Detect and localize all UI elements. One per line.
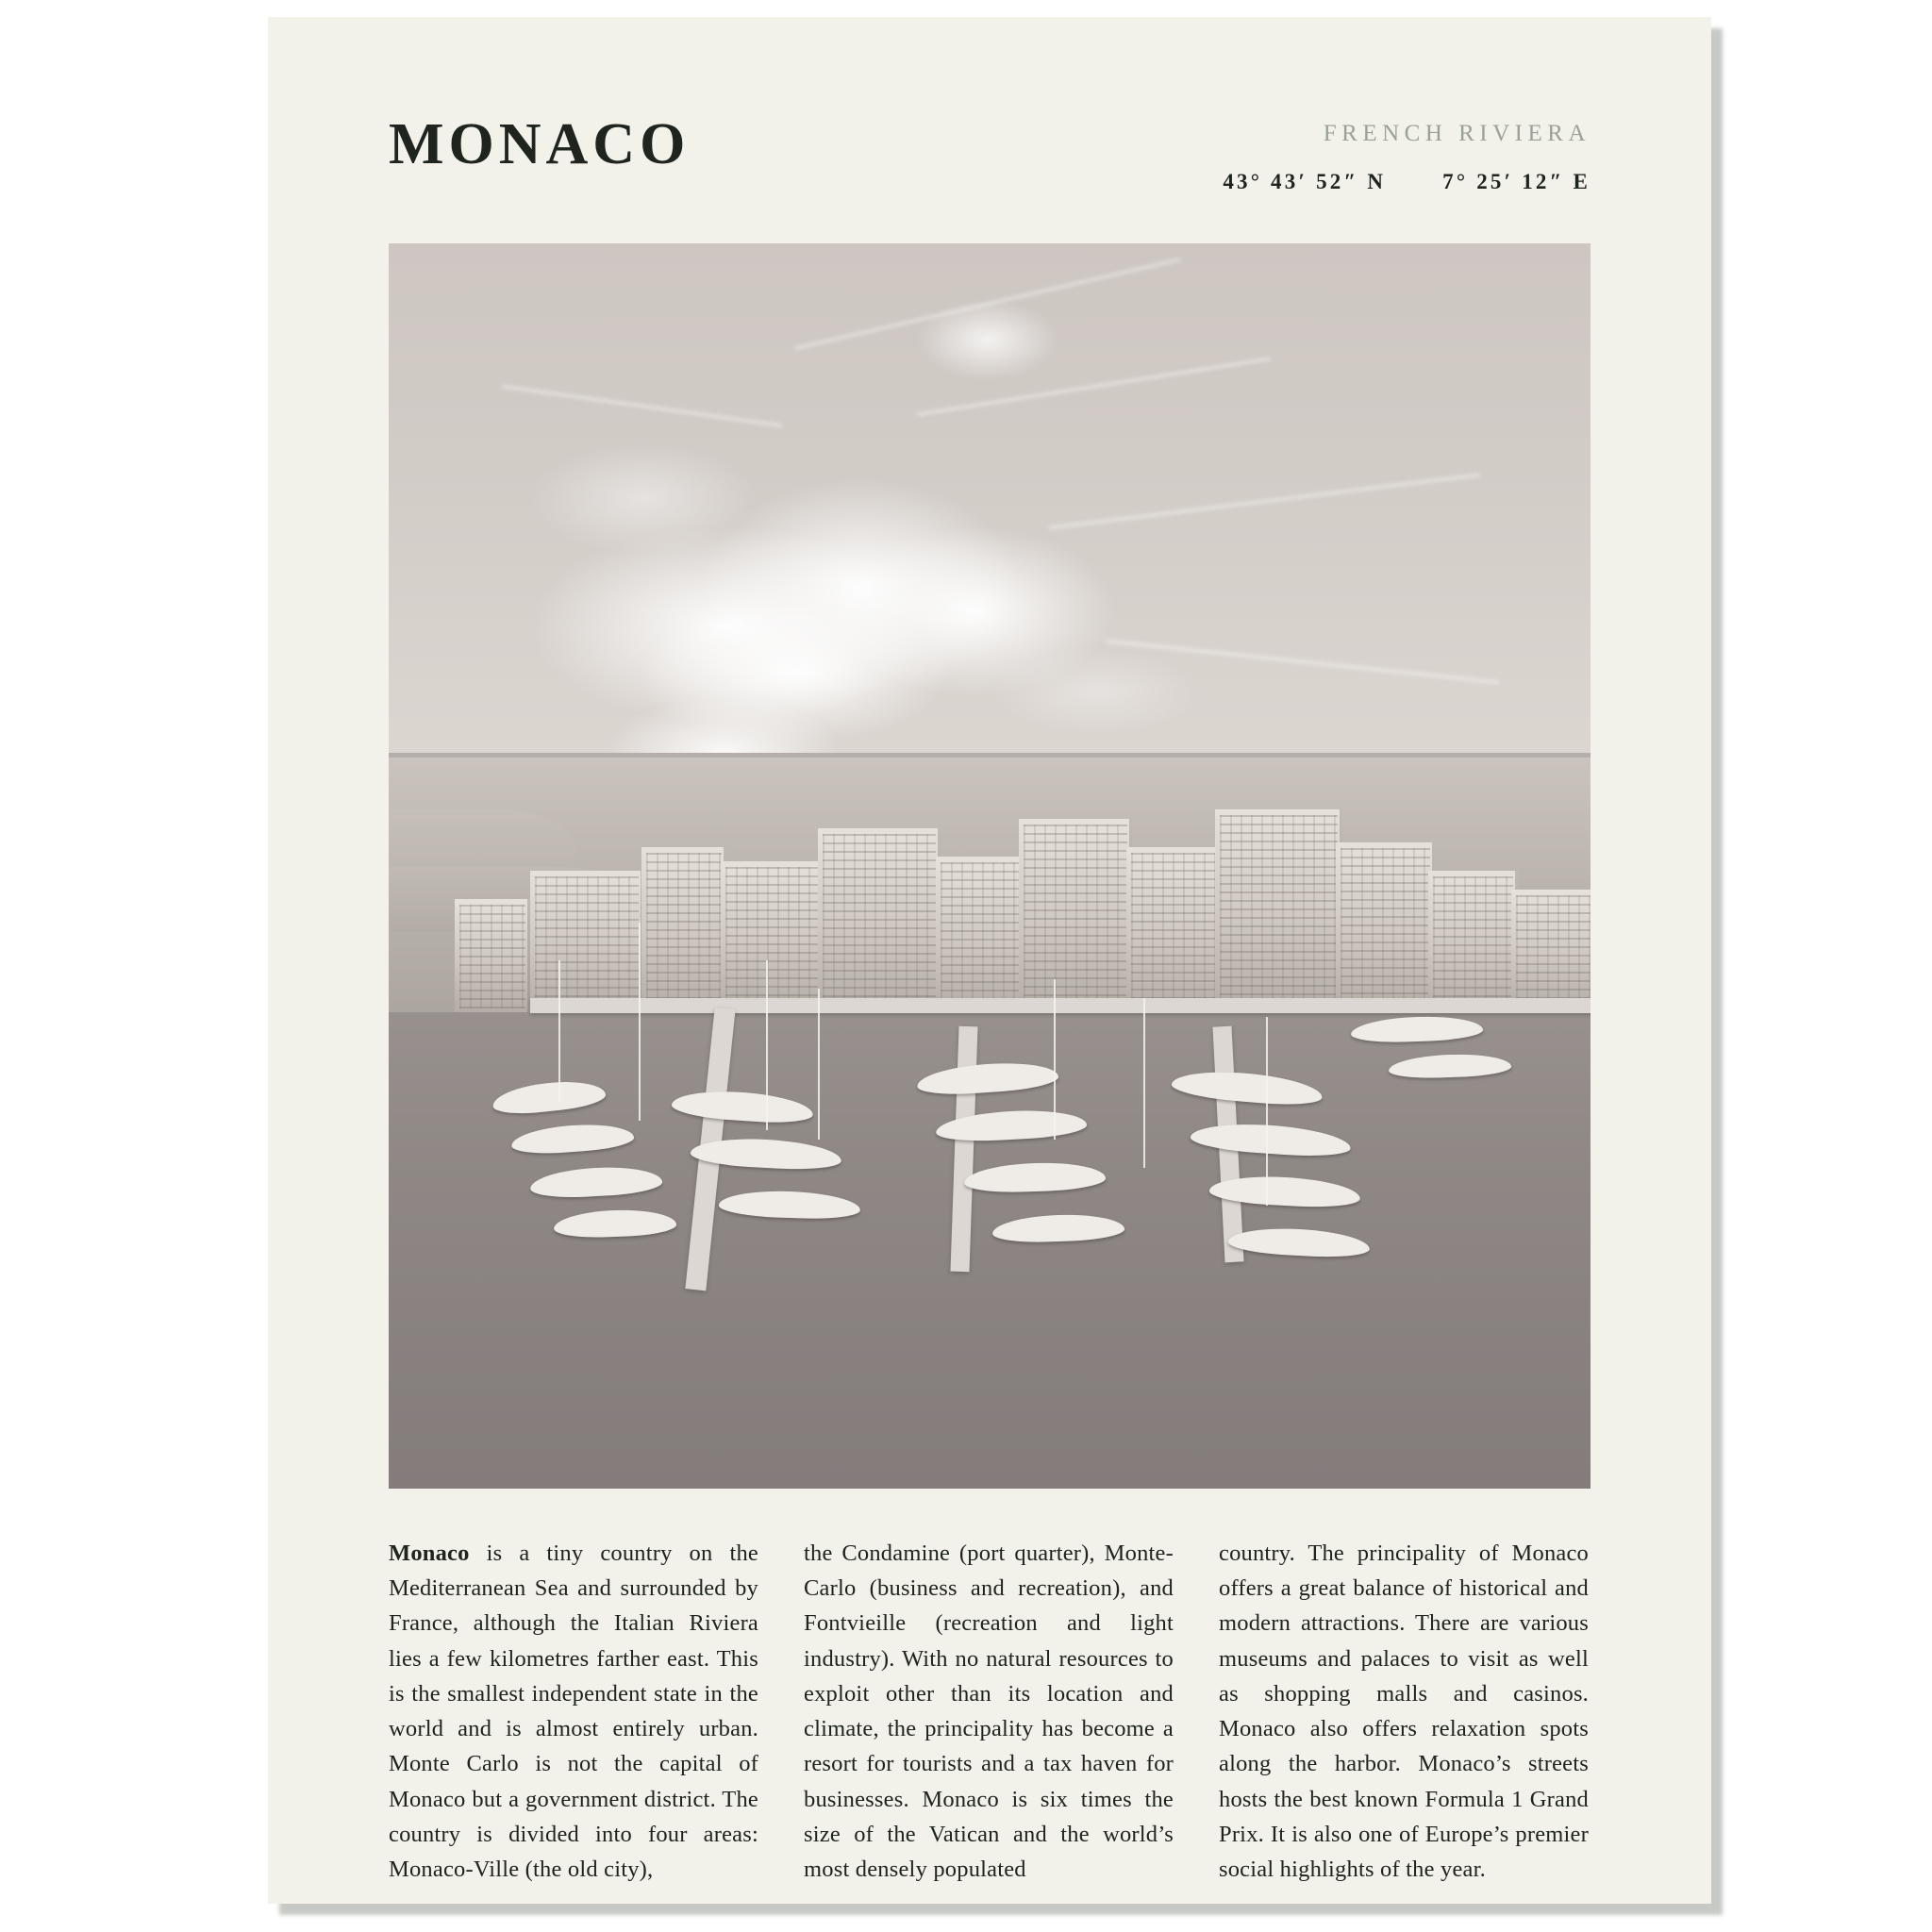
photo-cityscape (389, 758, 1591, 1012)
sailboat-mast (639, 923, 641, 1121)
cloud-shape (917, 300, 1058, 380)
body-column-3: country. The principality of Monaco offers a great balance of historical and modern attractions. There are various museums and palaces to visit as well as shopping malls and casinos. Monaco also offers relaxation spots along the harbor. Monaco’s streets hosts the best known Formula 1 Grand Prix. It is also one of Europe’s premier social highlights of the year. (1219, 1541, 1589, 1883)
region-label: FRENCH RIVIERA (1323, 121, 1591, 146)
sailboat-mast (1143, 998, 1145, 1168)
longitude-value: 7° 25′ 12″ E (1442, 170, 1591, 193)
body-column-2: the Condamine (port quarter), Monte-Carlo (business and recreation), and Fontvieille (recreation and light industry). With no natural resources to exploit other than its location and climate, the principality has become a resort for tourists and a tax haven for businesses. Monaco is six times the size of the Vatican and the world’s most densely populated (804, 1541, 1174, 1883)
latitude-value: 43° 43′ 52″ N (1223, 170, 1387, 193)
poster-photo (389, 243, 1591, 1489)
sailboat-mast (558, 960, 560, 1102)
poster-header (389, 111, 1591, 194)
body-text-1: is a tiny country on the Mediterranean Sea and surrounded by France, although the Italian Riviera lies a few kilometres farther east. This is the smallest independent state in the world and is almost entirely urban. Monte Carlo is not the capital of Monaco but a government district. The country is divided into four areas: Monaco-Ville (the old city), (389, 1541, 758, 1883)
header-meta (1223, 111, 1591, 194)
sailboat-mast (766, 960, 768, 1130)
poster (268, 17, 1711, 1904)
cloud-shape (992, 649, 1200, 734)
page-title: MONACO (389, 112, 691, 176)
body-columns (389, 1536, 1591, 1887)
coordinates (1223, 170, 1591, 194)
sailboat-mast (1266, 1017, 1268, 1206)
body-column-1 (389, 1536, 758, 1887)
lead-in-word: Monaco (389, 1541, 470, 1566)
sailboat-mast (818, 989, 820, 1140)
quay (530, 998, 1591, 1013)
sailboat-mast (1054, 979, 1056, 1140)
